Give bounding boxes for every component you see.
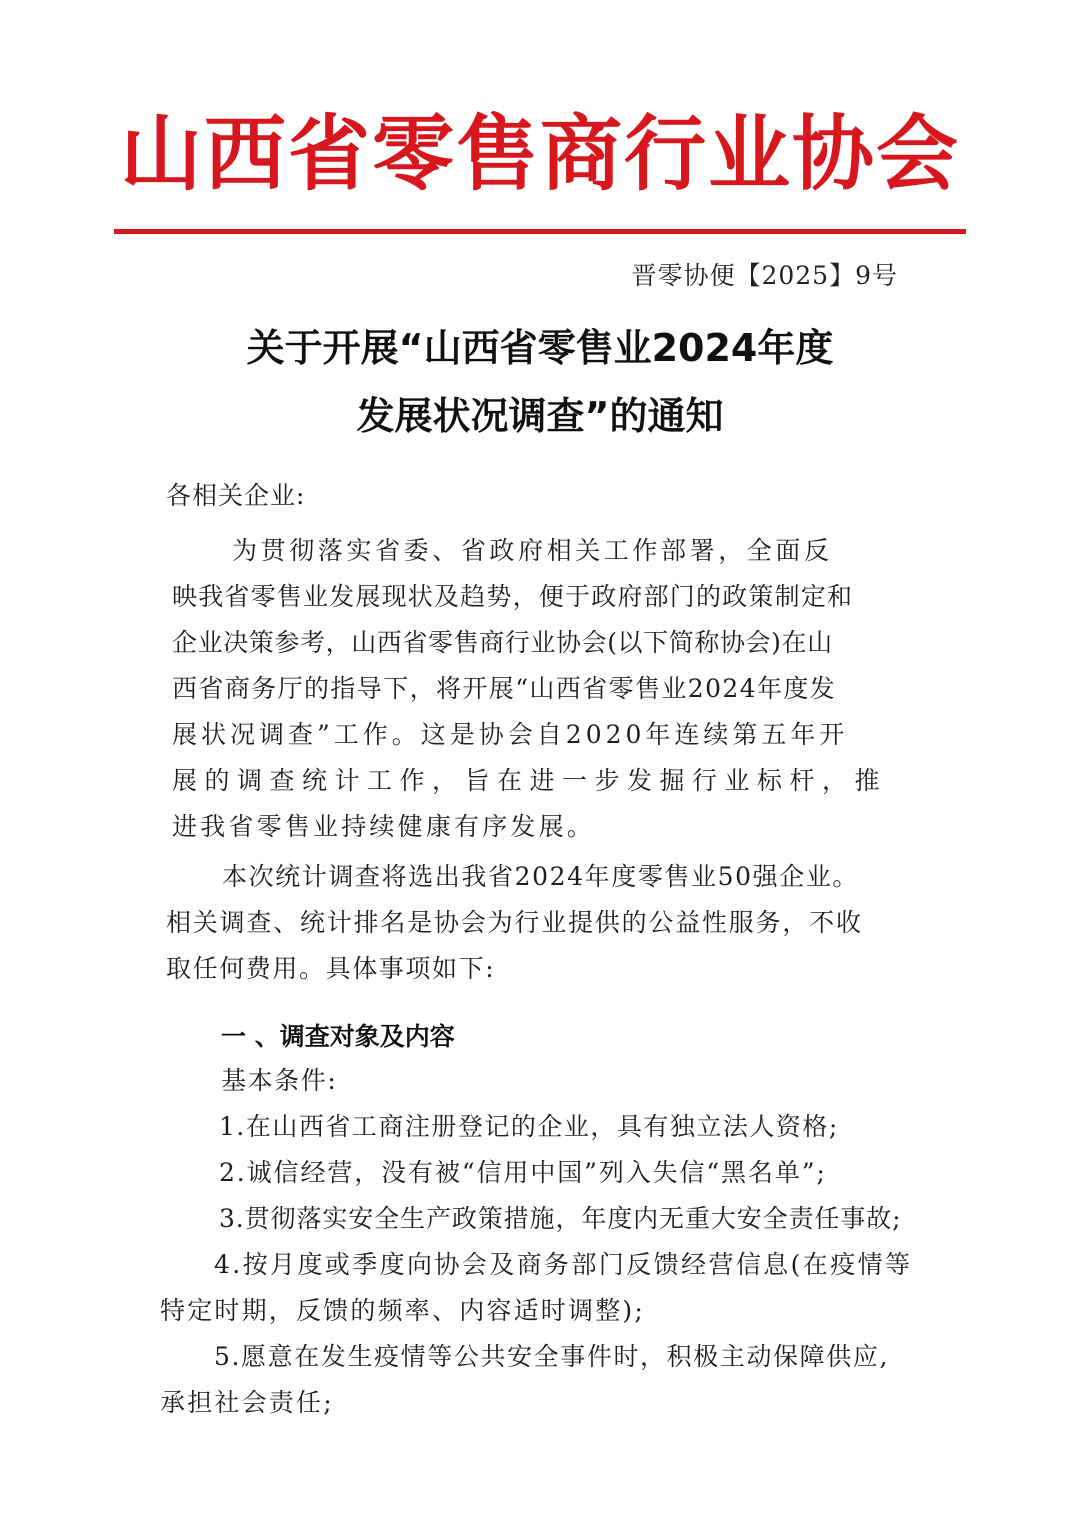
section-heading: 一 、调查对象及内容	[221, 1022, 455, 1051]
header-red-rule	[114, 229, 966, 234]
paragraph-line: 西省商务厅的指导下，将开展“山西省零售业2024年度发	[172, 674, 837, 703]
paragraph-line: 映我省零售业发展现状及趋势，便于政府部门的政策制定和	[172, 582, 854, 611]
salutation: 各相关企业:	[166, 481, 306, 510]
condition-item: 5.愿意在发生疫情等公共安全事件时，积极主动保障供应,	[214, 1342, 890, 1371]
organization-header: 山西省零售商行业协会	[119, 107, 960, 202]
paragraph-line: 取任何费用。具体事项如下:	[166, 954, 496, 983]
paragraph-line: 为贯彻落实省委、省政府相关工作部署，全面反	[232, 536, 833, 565]
document-title-line-2: 发展状况调查”的通知	[356, 394, 724, 438]
condition-item: 3.贯彻落实安全生产政策措施，年度内无重大安全责任事故;	[219, 1204, 902, 1233]
paragraph-line: 展状况调查”工作。这是协会自2020年连续第五年开	[172, 720, 849, 749]
paragraph-line: 展的调查统计工作，旨在进一步发掘行业标杆，推	[172, 766, 888, 795]
section-subheading: 基本条件:	[221, 1066, 338, 1095]
document-number: 晋零协便【2025】9号	[631, 261, 898, 290]
paragraph-line: 企业决策参考，山西省零售商行业协会(以下简称协会)在山	[172, 628, 833, 657]
condition-item-continued: 特定时期，反馈的频率、内容适时调整);	[160, 1296, 645, 1325]
paragraph-line: 相关调查、统计排名是协会为行业提供的公益性服务，不收	[166, 908, 863, 937]
condition-item-continued: 承担社会责任;	[160, 1388, 334, 1417]
condition-item: 1.在山西省工商注册登记的企业，具有独立法人资格;	[219, 1112, 839, 1141]
paragraph-line: 进我省零售业持续健康有序发展。	[172, 812, 596, 841]
paragraph-line: 本次统计调查将选出我省2024年度零售业50强企业。	[222, 862, 860, 891]
condition-item: 2.诚信经营，没有被“信用中国”列入失信“黑名单”;	[219, 1158, 827, 1187]
paragraph-intro	[172, 528, 892, 850]
paragraph-scope	[166, 854, 863, 992]
condition-item: 4.按月度或季度向协会及商务部门反馈经营信息(在疫情等	[214, 1250, 913, 1279]
document-title-line-1: 关于开展“山西省零售业2024年度	[246, 326, 834, 370]
